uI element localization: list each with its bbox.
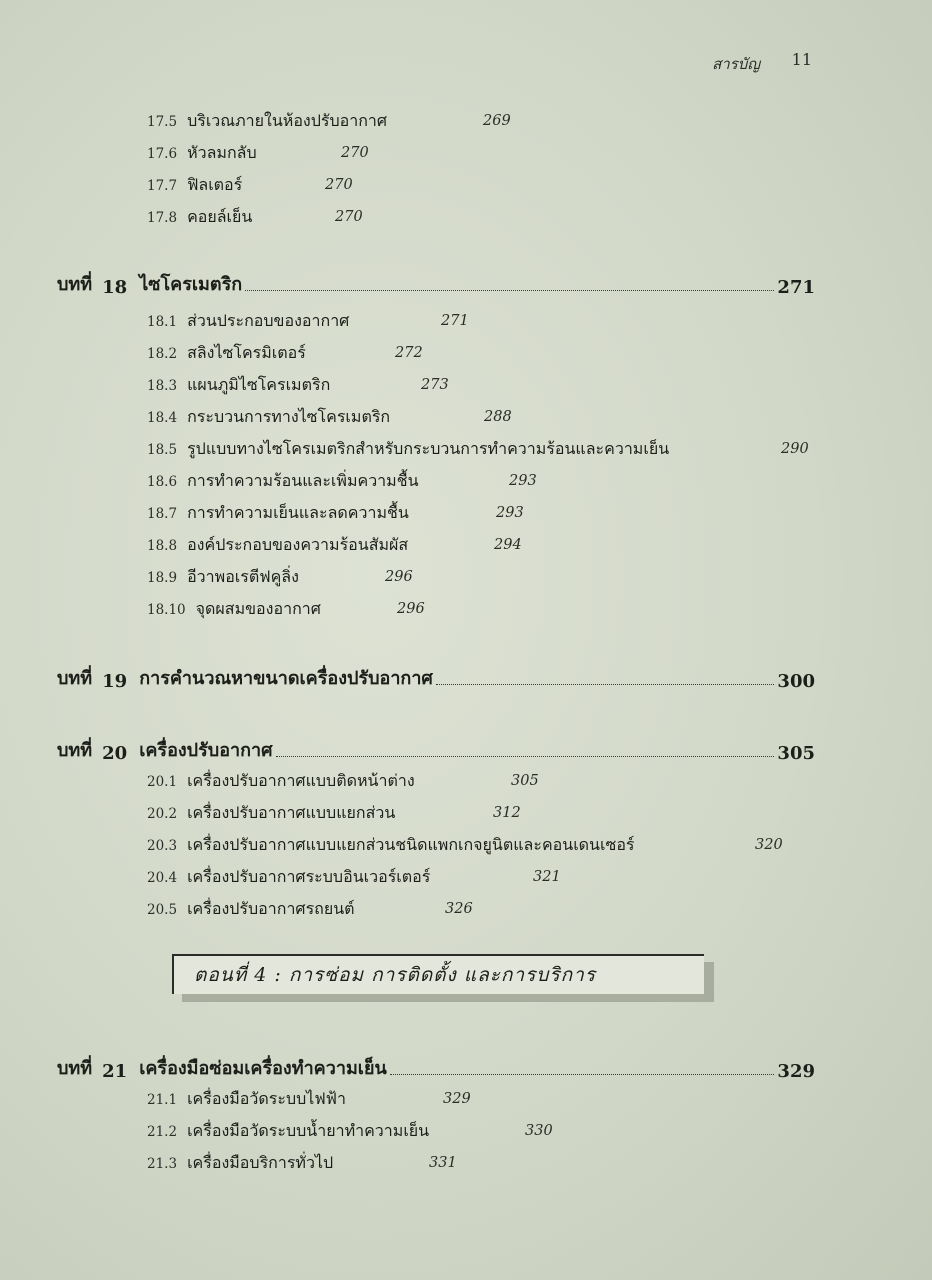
section-title: การทำความร้อนและเพิ่มความชื้น <box>187 471 419 490</box>
section-page: 271 <box>441 313 469 329</box>
chapter-title: ไซโครเมตริก <box>139 274 243 295</box>
section-page: 329 <box>443 1091 471 1107</box>
chapter-page: 300 <box>777 671 815 692</box>
toc-section[interactable] <box>147 404 512 430</box>
chapter-number: 20 <box>102 743 128 764</box>
section-number: 18.2 <box>147 346 178 362</box>
toc-section[interactable] <box>147 564 413 590</box>
header-section: สารบัญ <box>712 55 760 73</box>
section-number: 20.2 <box>147 806 178 822</box>
section-title: แผนภูมิไซโครเมตริก <box>187 375 331 394</box>
section-title: คอยล์เย็น <box>187 207 253 226</box>
section-title: เครื่องปรับอากาศแบบแยกส่วนชนิดแพกเกจยูนิตและคอนเดนเซอร์ <box>187 835 635 854</box>
section-title: การทำความเย็นและลดความชื้น <box>187 503 409 522</box>
section-title: อีวาพอเรตีฟคูลิ่ง <box>187 567 299 586</box>
section-number: 21.1 <box>147 1092 178 1108</box>
section-page: 293 <box>496 505 524 521</box>
chapter-number: 19 <box>102 671 128 692</box>
part-heading <box>172 954 704 1002</box>
toc-chapter-21[interactable] <box>57 1050 815 1082</box>
section-page: 296 <box>385 569 413 585</box>
toc-section[interactable] <box>147 896 473 922</box>
toc-section[interactable] <box>147 532 522 558</box>
chapter-title: เครื่องปรับอากาศ <box>139 740 273 761</box>
section-number: 20.3 <box>147 838 178 854</box>
section-number: 18.4 <box>147 410 178 426</box>
chapter-number: 21 <box>102 1061 128 1082</box>
toc-section[interactable] <box>147 140 369 166</box>
toc-section[interactable] <box>147 1118 553 1144</box>
section-page: 290 <box>781 441 809 457</box>
section-title: เครื่องมือวัดระบบน้ำยาทำความเย็น <box>187 1121 430 1140</box>
part-heading-text: ตอนที่ 4 : การซ่อม การติดตั้ง และการบริการ <box>194 964 596 986</box>
section-title: จุดผสมของอากาศ <box>195 599 321 618</box>
section-page: 270 <box>325 177 353 193</box>
toc-section[interactable] <box>147 172 353 198</box>
section-number: 17.5 <box>147 114 178 130</box>
section-number: 21.2 <box>147 1124 178 1140</box>
toc-section[interactable] <box>147 800 521 826</box>
section-page: 294 <box>494 537 522 553</box>
toc-section[interactable] <box>147 1086 471 1112</box>
leader-dots <box>276 756 775 757</box>
section-page: 296 <box>397 601 425 617</box>
section-title: เครื่องมือบริการทั่วไป <box>187 1153 334 1172</box>
section-title: กระบวนการทางไซโครเมตริก <box>187 407 391 426</box>
toc-section[interactable] <box>147 1150 457 1176</box>
leader-dots <box>436 684 775 685</box>
toc-chapter-20[interactable] <box>57 732 815 764</box>
chapter-title: เครื่องมือซ่อมเครื่องทำความเย็น <box>139 1058 387 1079</box>
section-number: 17.7 <box>147 178 178 194</box>
section-number: 17.8 <box>147 210 178 226</box>
section-page: 320 <box>755 837 783 853</box>
chapter-label: บทที่ <box>57 740 93 761</box>
section-number: 20.5 <box>147 902 178 918</box>
toc-section[interactable] <box>147 864 561 890</box>
section-title: องค์ประกอบของความร้อนสัมผัส <box>187 535 409 554</box>
section-number: 18.5 <box>147 442 178 458</box>
section-page: 330 <box>525 1123 553 1139</box>
section-page: 331 <box>429 1155 457 1171</box>
section-title: เครื่องปรับอากาศระบบอินเวอร์เตอร์ <box>187 867 431 886</box>
chapter-page: 271 <box>777 277 815 298</box>
section-title: เครื่องปรับอากาศรถยนต์ <box>187 899 355 918</box>
section-page: 312 <box>493 805 521 821</box>
chapter-page: 329 <box>777 1061 815 1082</box>
section-number: 18.3 <box>147 378 178 394</box>
section-number: 18.7 <box>147 506 178 522</box>
section-title: ส่วนประกอบของอากาศ <box>187 311 350 330</box>
section-page: 326 <box>445 901 473 917</box>
toc-section[interactable] <box>147 500 524 526</box>
section-page: 288 <box>484 409 512 425</box>
toc-section[interactable] <box>147 832 783 858</box>
section-number: 18.1 <box>147 314 178 330</box>
toc-chapter-18[interactable] <box>57 266 815 298</box>
section-page: 270 <box>335 209 363 225</box>
section-number: 21.3 <box>147 1156 178 1172</box>
chapter-title: การคำนวณหาขนาดเครื่องปรับอากาศ <box>139 668 433 689</box>
section-page: 293 <box>509 473 537 489</box>
toc-section[interactable] <box>147 108 511 134</box>
section-page: 270 <box>341 145 369 161</box>
section-title: สลิงไซโครมิเตอร์ <box>187 343 306 362</box>
leader-dots <box>390 1074 775 1075</box>
section-number: 18.8 <box>147 538 178 554</box>
toc-section[interactable] <box>147 596 425 622</box>
section-title: ฟิลเตอร์ <box>187 175 243 194</box>
section-title: บริเวณภายในห้องปรับอากาศ <box>187 111 388 130</box>
section-page: 321 <box>533 869 561 885</box>
section-number: 17.6 <box>147 146 178 162</box>
section-title: รูปแบบทางไซโครเมตริกสำหรับกระบวนการทำความร้อนและความเย็น <box>187 439 670 458</box>
section-page: 272 <box>395 345 423 361</box>
toc-section[interactable] <box>147 204 363 230</box>
section-page: 305 <box>511 773 539 789</box>
toc-chapter-19[interactable] <box>57 660 815 692</box>
section-page: 273 <box>421 377 449 393</box>
chapter-label: บทที่ <box>57 1058 93 1079</box>
section-title: หัวลมกลับ <box>187 143 257 162</box>
toc-section[interactable] <box>147 768 539 794</box>
section-page: 269 <box>483 113 511 129</box>
section-number: 18.10 <box>147 602 186 618</box>
toc-section[interactable] <box>147 308 469 334</box>
chapter-page: 305 <box>777 743 815 764</box>
section-number: 18.6 <box>147 474 178 490</box>
chapter-number: 18 <box>102 277 128 298</box>
section-number: 18.9 <box>147 570 178 586</box>
toc-section[interactable] <box>147 468 537 494</box>
header-page-number: 11 <box>791 50 812 69</box>
chapter-label: บทที่ <box>57 274 93 295</box>
chapter-label: บทที่ <box>57 668 93 689</box>
toc-section[interactable] <box>147 436 809 462</box>
section-number: 20.4 <box>147 870 178 886</box>
section-title: เครื่องปรับอากาศแบบติดหน้าต่าง <box>187 771 415 790</box>
toc-section[interactable] <box>147 372 449 398</box>
leader-dots <box>245 290 774 291</box>
section-title: เครื่องมือวัดระบบไฟฟ้า <box>187 1089 346 1108</box>
section-number: 20.1 <box>147 774 178 790</box>
section-title: เครื่องปรับอากาศแบบแยกส่วน <box>187 803 396 822</box>
toc-section[interactable] <box>147 340 423 366</box>
